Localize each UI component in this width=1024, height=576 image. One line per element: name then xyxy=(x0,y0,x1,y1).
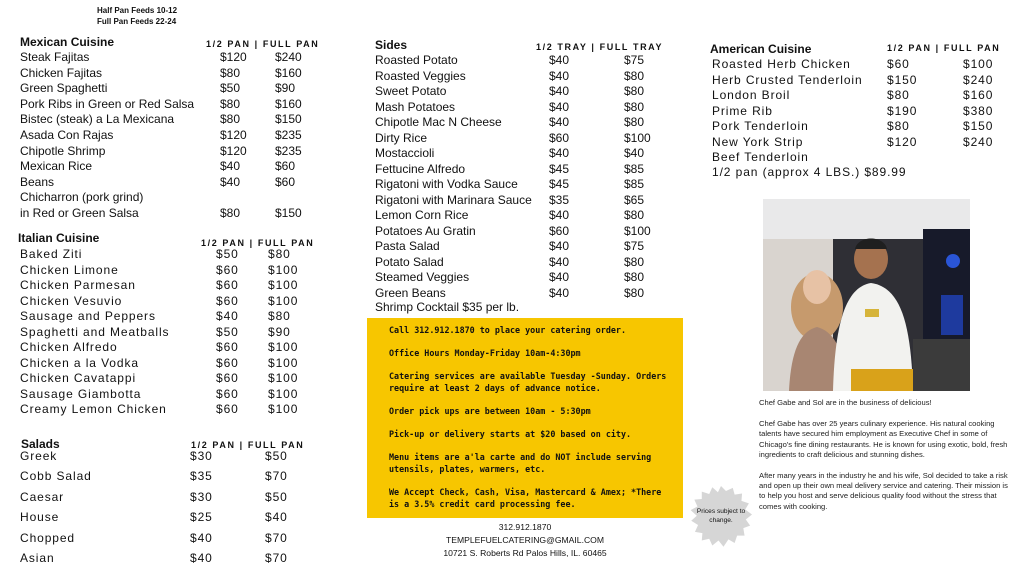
italian-item-name: Sausage and Peppers xyxy=(20,309,156,323)
sides-item-half-price: $60 xyxy=(549,223,570,238)
info-menu-note: Menu items are a'la carte and do NOT include serving utensils, plates, warmers, etc. xyxy=(389,452,652,474)
italian-item-name: Chicken Vesuvio xyxy=(20,293,123,308)
salads-col-header: 1/2 PAN | FULL PAN xyxy=(191,440,305,450)
mexican-item-full-price: $60 xyxy=(275,159,296,174)
italian-item-full-price: $100 xyxy=(268,293,299,308)
info-call: Call 312.912.1870 to place your catering order. xyxy=(389,325,626,335)
italian-item-name: Creamy Lemon Chicken xyxy=(20,402,167,416)
sides-item-name: Fettucine Alfredo xyxy=(375,161,466,176)
italian-item-full-price: $100 xyxy=(268,402,299,416)
salads-item xyxy=(20,469,288,484)
sides-item-full-price: $80 xyxy=(624,254,645,269)
sides-item-half-price: $40 xyxy=(549,84,570,98)
sides-item-name: Potatoes Au Gratin xyxy=(375,223,476,238)
sides-item-name: Mash Potatoes xyxy=(375,99,456,114)
italian-item-name: Chicken Parmesan xyxy=(20,278,136,292)
american-item xyxy=(712,119,994,133)
sides-item-full-price: $80 xyxy=(624,208,645,222)
italian-item xyxy=(20,386,299,401)
salads-item-half-price: $35 xyxy=(190,469,213,484)
american-item-full-price: $150 xyxy=(963,119,994,133)
info-delivery: Pick-up or delivery starts at $20 based on city. xyxy=(389,429,632,439)
sides-item-half-price: $45 xyxy=(549,161,570,176)
italian-item-half-price: $50 xyxy=(216,247,239,261)
italian-item xyxy=(20,247,291,261)
italian-item-name: Sausage Giambotta xyxy=(20,386,142,401)
mexican-item-full-price: $160 xyxy=(275,96,302,111)
american-item-half-price: $80 xyxy=(887,119,910,133)
italian-item-half-price: $60 xyxy=(216,386,239,401)
sides-item-full-price: $75 xyxy=(624,53,645,67)
italian-item-half-price: $60 xyxy=(216,262,239,277)
sides-item xyxy=(375,161,645,176)
sides-title: Sides xyxy=(375,38,408,52)
mexican-item-full-price: $90 xyxy=(275,81,296,96)
italian-item-half-price: $60 xyxy=(216,293,239,308)
sides-item-half-price: $40 xyxy=(549,53,570,67)
info-pickup: Order pick ups are between 10am - 5:30pm xyxy=(389,406,591,416)
salads-item-name: Caesar xyxy=(20,489,65,504)
info-availability: Catering services are available Tuesday -Sunday. Orders require at least 2 days of advance notice. xyxy=(389,371,667,393)
sides-item xyxy=(375,208,645,222)
salads-item-full-price: $50 xyxy=(265,489,288,504)
mexican-item-full-price: $235 xyxy=(275,128,302,142)
sides-item-name: Dirty Rice xyxy=(375,130,428,145)
salads-item xyxy=(20,489,288,504)
sides-item xyxy=(375,84,645,98)
mexican-item-name: Chipotle Shrimp xyxy=(20,143,106,158)
sides-item-half-price: $40 xyxy=(549,239,570,253)
sides-item-full-price: $80 xyxy=(624,99,645,114)
american-item-name: London Broil xyxy=(712,88,791,102)
salads-item-full-price: $50 xyxy=(265,449,288,463)
sides-item-name: Pasta Salad xyxy=(375,239,440,253)
italian-item-half-price: $50 xyxy=(216,324,239,339)
italian-item-name: Spaghetti and Meatballs xyxy=(20,324,170,339)
sides-item-half-price: $40 xyxy=(549,68,570,83)
italian-item-full-price: $100 xyxy=(268,278,299,292)
mexican-col-header: 1/2 PAN | FULL PAN xyxy=(206,39,320,49)
mexican-item xyxy=(20,159,296,174)
mexican-item-full-price: $60 xyxy=(275,174,296,189)
italian-item xyxy=(20,262,299,277)
salads-item-full-price: $70 xyxy=(265,530,288,545)
salads-item-half-price: $30 xyxy=(190,449,213,463)
mexican-item-half-price: $80 xyxy=(220,96,241,111)
sides-item-half-price: $60 xyxy=(549,130,570,145)
italian-item-full-price: $90 xyxy=(268,324,291,339)
salads-item-name: Greek xyxy=(20,449,58,463)
italian-item-full-price: $100 xyxy=(268,340,299,354)
shrimp-cocktail: Shrimp Cocktail $35 per lb. xyxy=(375,300,520,314)
full-pan-serving: Full Pan Feeds 22-24 xyxy=(97,17,177,26)
american-item-full-price: $160 xyxy=(963,88,994,102)
mexican-item-half-price: $120 xyxy=(220,128,247,142)
italian-item-half-price: $60 xyxy=(216,402,239,416)
mexican-item-half-price: $80 xyxy=(220,65,241,80)
sides-item xyxy=(375,146,645,160)
contact-address: 10721 S. Roberts Rd Palos Hills, IL. 60465 xyxy=(443,548,607,558)
italian-item-half-price: $60 xyxy=(216,278,239,292)
mexican-item xyxy=(20,65,302,80)
american-item-half-price: $80 xyxy=(887,88,910,102)
sides-item xyxy=(375,285,645,300)
italian-item-full-price: $100 xyxy=(268,371,299,385)
mexican-item xyxy=(20,50,302,64)
mexican-item-full-price: $240 xyxy=(275,50,302,64)
italian-item-full-price: $100 xyxy=(268,262,299,277)
salads-item-full-price: $40 xyxy=(265,510,288,525)
sides-item xyxy=(375,99,645,114)
mexican-item-half-price: $120 xyxy=(220,50,247,64)
sides-item-half-price: $35 xyxy=(549,192,570,207)
salads-item-half-price: $40 xyxy=(190,551,213,565)
salads-item-half-price: $30 xyxy=(190,489,213,504)
mexican-item xyxy=(20,174,296,189)
italian-item-name: Chicken Limone xyxy=(20,262,119,277)
mexican-item xyxy=(20,128,302,142)
sides-item-name: Lemon Corn Rice xyxy=(375,208,469,222)
sides-item xyxy=(375,177,645,191)
italian-item-half-price: $60 xyxy=(216,340,239,354)
sides-item-name: Rigatoni with Vodka Sauce xyxy=(375,177,518,191)
mexican-item xyxy=(20,190,143,204)
italian-col-header: 1/2 PAN | FULL PAN xyxy=(201,238,315,248)
sides-item xyxy=(375,270,645,284)
american-item-name: Pork Tenderloin xyxy=(712,119,809,133)
american-item-half-price: $120 xyxy=(887,134,918,149)
sides-item-half-price: $40 xyxy=(549,270,570,284)
italian-item-half-price: $60 xyxy=(216,355,239,370)
salads-item-name: Cobb Salad xyxy=(20,469,92,484)
american-item-half-price: $60 xyxy=(887,57,910,71)
mexican-item xyxy=(20,112,302,127)
half-pan-serving: Half Pan Feeds 10-12 xyxy=(97,6,178,15)
sides-item-name: Green Beans xyxy=(375,285,446,300)
italian-item-name: Chicken a la Vodka xyxy=(20,355,139,370)
salads-item xyxy=(20,510,288,525)
sides-item xyxy=(375,223,651,238)
salads-item-half-price: $25 xyxy=(190,510,213,525)
mexican-item-name: Asada Con Rajas xyxy=(20,128,114,142)
mexican-item-name: in Red or Green Salsa xyxy=(20,206,139,220)
italian-item-full-price: $80 xyxy=(268,309,291,323)
salads-item-name: House xyxy=(20,510,60,525)
mexican-item-name: Steak Fajitas xyxy=(20,50,90,64)
american-title: American Cuisine xyxy=(710,42,812,56)
italian-item xyxy=(20,309,291,323)
mexican-item xyxy=(20,206,302,220)
sides-item xyxy=(375,254,645,269)
info-box xyxy=(367,318,683,518)
mexican-item-full-price: $160 xyxy=(275,65,302,80)
sides-item-name: Sweet Potato xyxy=(375,84,447,98)
mexican-item xyxy=(20,96,302,111)
mexican-item-half-price: $80 xyxy=(220,112,241,127)
sides-item-half-price: $45 xyxy=(549,177,570,191)
contact-phone: 312.912.1870 xyxy=(498,522,552,532)
american-item-full-price: $380 xyxy=(963,103,994,118)
italian-item-name: Chicken Alfredo xyxy=(20,340,118,354)
sides-item-full-price: $100 xyxy=(624,223,651,238)
sides-item-full-price: $100 xyxy=(624,130,651,145)
mexican-item-half-price: $120 xyxy=(220,143,247,158)
sides-item-half-price: $40 xyxy=(549,115,570,129)
italian-item-full-price: $100 xyxy=(268,386,299,401)
contact-email: TEMPLEFUELCATERING@GMAIL.COM xyxy=(445,535,605,545)
american-item-half-price: $190 xyxy=(887,103,918,118)
american-item-full-price: $240 xyxy=(963,134,994,149)
sides-item-name: Mostaccioli xyxy=(375,146,435,160)
sides-item-half-price: $40 xyxy=(549,285,570,300)
prices-badge-text: Prices subject to change. xyxy=(696,508,746,524)
american-item-name: New York Strip xyxy=(712,134,804,149)
beef-tenderloin-price: 1/2 pan (approx 4 LBS.) $89.99 xyxy=(712,165,907,179)
american-item xyxy=(712,72,994,87)
american-item-name: Herb Crusted Tenderloin xyxy=(712,72,863,87)
italian-item-full-price: $80 xyxy=(268,247,291,261)
italian-item-full-price: $100 xyxy=(268,355,299,370)
mexican-item-name: Beans xyxy=(20,174,55,189)
american-item-full-price: $100 xyxy=(963,57,994,71)
salads-item-name: Asian xyxy=(20,551,55,565)
bio-paragraph-2: After many years in the industry he and his wife, Sol decided to take a risk and open up their own meal delivery service and catering. Their mission is to help you host and serve delicious quality food without the stress that comes with cooking. xyxy=(759,471,1008,511)
salads-item xyxy=(20,551,288,565)
sides-item-half-price: $40 xyxy=(549,146,570,160)
bio-paragraph-1: Chef Gabe has over 25 years culinary experience. His natural cooking talents have secured him employment as Executive Chef in some of Chicago's fine dining restaurants. He is known for using exotic, bold, fresh ingredients to craft delicious and stunning dishes. xyxy=(759,419,1008,459)
mexican-item-full-price: $150 xyxy=(275,112,302,127)
chef-photo xyxy=(763,199,970,391)
italian-item-half-price: $40 xyxy=(216,309,239,323)
salads-item-full-price: $70 xyxy=(265,469,288,484)
sides-item-name: Potato Salad xyxy=(375,254,444,269)
italian-item xyxy=(20,355,299,370)
american-item xyxy=(712,103,994,118)
mexican-item-name: Mexican Rice xyxy=(20,159,93,174)
sides-col-header: 1/2 TRAY | FULL TRAY xyxy=(536,42,664,52)
american-item-full-price: $240 xyxy=(963,72,994,87)
mexican-item xyxy=(20,81,296,96)
mexican-item-half-price: $40 xyxy=(220,159,241,174)
mexican-item-half-price: $40 xyxy=(220,174,241,189)
sides-item-name: Roasted Potato xyxy=(375,53,458,67)
serving-info xyxy=(97,5,177,27)
mexican-item-name: Bistec (steak) a La Mexicana xyxy=(20,112,175,127)
sides-item xyxy=(375,53,645,67)
sides-item xyxy=(375,130,651,145)
american-item xyxy=(712,134,994,149)
american-col-header: 1/2 PAN | FULL PAN xyxy=(887,43,1001,53)
sides-item-half-price: $40 xyxy=(549,99,570,114)
bio-block xyxy=(759,398,1009,512)
sides-item-name: Chipotle Mac N Cheese xyxy=(375,115,502,129)
italian-item xyxy=(20,340,299,354)
sides-item xyxy=(375,68,645,83)
mexican-item-name: Green Spaghetti xyxy=(20,81,108,96)
italian-item-name: Chicken Cavatappi xyxy=(20,371,137,385)
italian-item xyxy=(20,293,299,308)
mexican-item-full-price: $235 xyxy=(275,143,302,158)
mexican-item-full-price: $150 xyxy=(275,206,302,220)
sides-item xyxy=(375,239,645,253)
salads-item xyxy=(20,530,288,545)
american-item xyxy=(712,88,994,102)
sides-item xyxy=(375,192,645,207)
salads-item xyxy=(20,449,288,463)
sides-item-full-price: $85 xyxy=(624,161,645,176)
sides-item-full-price: $80 xyxy=(624,285,645,300)
italian-item-name: Baked Ziti xyxy=(20,247,83,261)
info-payment: We Accept Check, Cash, Visa, Mastercard & Amex; *There is a 3.5% credit card processing fee. xyxy=(389,487,662,509)
info-hours: Office Hours Monday-Friday 10am-4:30pm xyxy=(389,348,581,358)
american-item-name: Prime Rib xyxy=(712,103,773,118)
sides-item-full-price: $80 xyxy=(624,270,645,284)
italian-item xyxy=(20,402,299,416)
sides-item xyxy=(375,115,645,129)
salads-item-name: Chopped xyxy=(20,530,76,545)
italian-item xyxy=(20,371,299,385)
sides-item-full-price: $80 xyxy=(624,84,645,98)
mexican-item-half-price: $80 xyxy=(220,206,241,220)
beef-tenderloin-title: Beef Tenderloin xyxy=(712,150,809,164)
sides-item-full-price: $80 xyxy=(624,68,645,83)
american-item-name: Roasted Herb Chicken xyxy=(712,57,851,71)
sides-item-full-price: $80 xyxy=(624,115,645,129)
salads-item-full-price: $70 xyxy=(265,551,288,565)
italian-title: Italian Cuisine xyxy=(18,231,100,245)
italian-item xyxy=(20,324,291,339)
mexican-title: Mexican Cuisine xyxy=(20,35,115,49)
sides-item-full-price: $40 xyxy=(624,146,645,160)
sides-item-name: Steamed Veggies xyxy=(375,270,470,284)
mexican-item-name: Chicken Fajitas xyxy=(20,65,103,80)
salads-item-half-price: $40 xyxy=(190,530,213,545)
chef-photo-illustration xyxy=(763,199,970,391)
sides-item-full-price: $75 xyxy=(624,239,645,253)
salads-title: Salads xyxy=(21,437,60,451)
mexican-item-half-price: $50 xyxy=(220,81,241,96)
contact-block xyxy=(410,521,640,560)
mexican-item xyxy=(20,143,302,158)
american-item-half-price: $150 xyxy=(887,72,918,87)
sides-item-half-price: $40 xyxy=(549,208,570,222)
bio-caption: Chef Gabe and Sol are in the business of delicious! xyxy=(759,398,932,407)
sides-item-full-price: $85 xyxy=(624,177,645,191)
italian-item xyxy=(20,278,299,292)
american-item xyxy=(712,57,994,71)
mexican-item-name: Chicharron (pork grind) xyxy=(20,190,144,205)
sides-item-full-price: $65 xyxy=(624,192,645,207)
sides-item-name: Roasted Veggies xyxy=(375,68,466,83)
sides-item-half-price: $40 xyxy=(549,254,570,269)
sides-item-name: Rigatoni with Marinara Sauce xyxy=(375,192,532,207)
italian-item-half-price: $60 xyxy=(216,371,239,385)
mexican-item-name: Pork Ribs in Green or Red Salsa xyxy=(20,96,195,111)
